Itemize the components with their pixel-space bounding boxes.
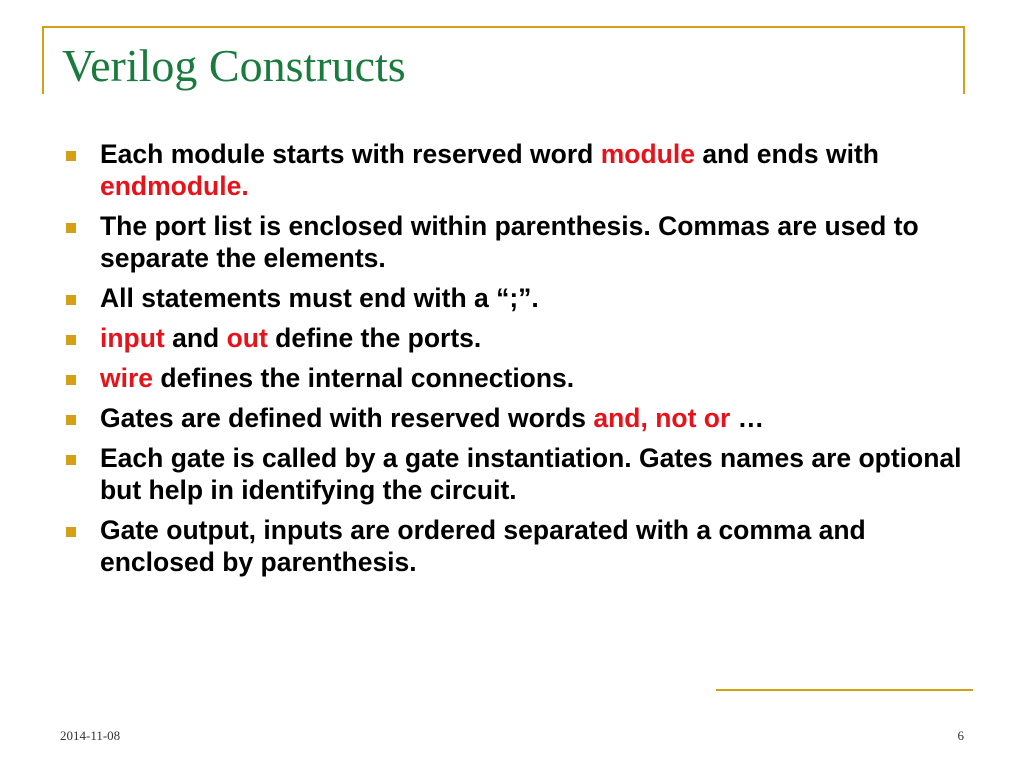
keyword-highlight: endmodule. [100, 171, 249, 201]
bullet-text [100, 283, 539, 313]
bullet-text [100, 363, 574, 393]
keyword-highlight: out [226, 323, 268, 353]
frame-right-line [963, 26, 965, 94]
bullet-item [66, 362, 966, 394]
square-bullet-icon [66, 223, 76, 233]
keyword-highlight: input [100, 323, 165, 353]
bullet-item [66, 442, 966, 506]
bullet-text [100, 211, 919, 273]
bullet-item [66, 138, 966, 202]
bullet-text-run: and ends with [694, 139, 879, 169]
frame-top-line [42, 26, 965, 28]
footer-date: 2014-11-08 [60, 728, 121, 743]
square-bullet-icon [66, 527, 76, 537]
keyword-highlight: and, not or [593, 403, 731, 433]
bullet-text-run: All statements must end with a “;”. [100, 283, 539, 313]
square-bullet-icon [66, 455, 76, 465]
slide-number: 6 [957, 728, 964, 743]
bullet-text-run: Gate output, inputs are ordered separated with a comma and enclosed by parenthesis. [100, 515, 866, 577]
bullet-text-run: defines the internal connections. [153, 363, 575, 393]
bullet-item [66, 514, 966, 578]
keyword-highlight: module [600, 139, 695, 169]
square-bullet-icon [66, 151, 76, 161]
bullet-text-run: and [164, 323, 227, 353]
frame-left-line [42, 26, 44, 94]
bullet-item [66, 210, 966, 274]
bullet-text-run: … [730, 403, 765, 433]
bullet-text-run: The port list is enclosed within parenthesis. Commas are used to separate the elements. [100, 211, 919, 273]
square-bullet-icon [66, 295, 76, 305]
bullet-item [66, 322, 966, 354]
bullet-list [66, 138, 966, 586]
footer-accent-line [716, 689, 973, 691]
bullet-text [100, 443, 962, 505]
square-bullet-icon [66, 335, 76, 345]
square-bullet-icon [66, 375, 76, 385]
bullet-text [100, 403, 764, 433]
square-bullet-icon [66, 415, 76, 425]
keyword-highlight: wire [100, 363, 154, 393]
bullet-text-run: Gates are defined with reserved words [100, 403, 594, 433]
bullet-item [66, 402, 966, 434]
bullet-text [100, 139, 879, 201]
bullet-text-run: Each module starts with reserved word [100, 139, 601, 169]
slide-title: Verilog Constructs [62, 40, 406, 91]
bullet-text [100, 323, 481, 353]
bullet-text-run: Each gate is called by a gate instantiation. Gates names are optional but help in identifying the circuit. [100, 443, 962, 505]
bullet-text-run: define the ports. [267, 323, 482, 353]
bullet-text [100, 515, 866, 577]
bullet-item [66, 282, 966, 314]
